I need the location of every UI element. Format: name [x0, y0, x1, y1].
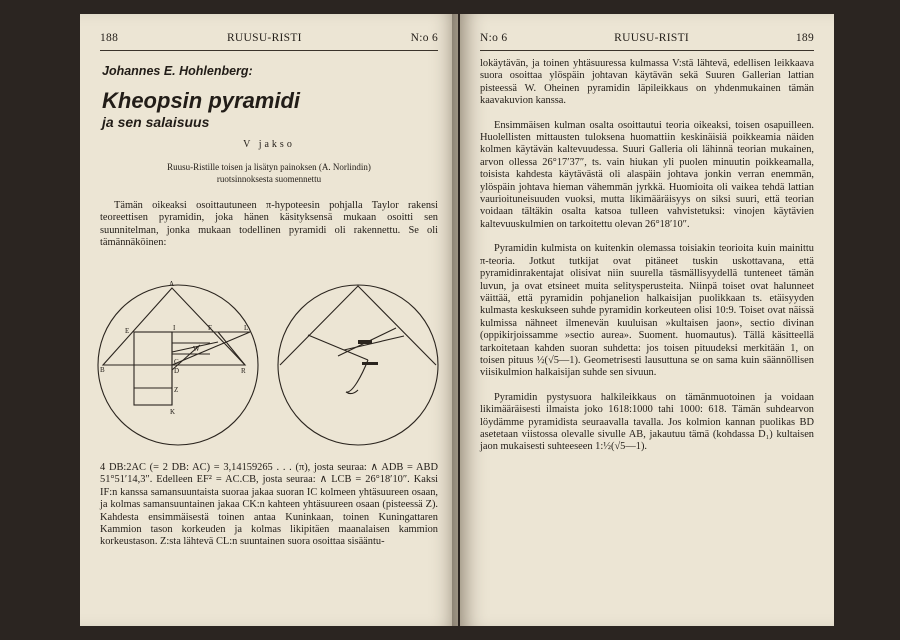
right-page [460, 14, 834, 626]
left-page [80, 14, 458, 626]
label-w: W [193, 345, 200, 353]
right-paragraph-1: lokäytävän, ja toinen yhtäsuuressa kulmassa V:stä lähtevä, edellisen leikkaava suora osoittaa ylöspäin johtavan käytävän sekä Suuren Gallerian lattian pisteessä W. Oheinen pyramidin läpileikkaus on yhdenmukainen tämän kaavakuvion kanssa. [480, 58, 814, 107]
right-header-rule [480, 50, 814, 51]
credit-line-1: Ruusu-Ristille toisen ja lisätyn painoksen (A. Norlindin) [167, 162, 371, 172]
label-f: F [208, 324, 212, 332]
after-diagram-paragraph: 4 DB:2AC (= 2 DB: AC) = 3,14159265 . . . (π), josta seuraa: ∧ ADB = ABD 51°51′14,3″. Edelleen EF² = AC.CB, josta seuraa: ∧ LCB = 26°18′10″. Kaksi IF:n kanssa samansuuntaista suoraa jakaa suoran IC kolmeen yhtäsuureen osaan, ja kolmas samansuuntainen jakaa CK:n kahteen yhtäsuureen osaan (pisteessä Z). Kahdesta ensimmäisestä toinen antaa Kuninkaan, toinen Kuningattaren Kammion tason korkeuden ja kolmas likipitäen maanalaisen kammion korkeustason. Z:sta lähtevä CL:n suuntainen suora osoittaa sisääntu- [100, 462, 438, 548]
article-subtitle: ja sen salaisuus [102, 114, 210, 130]
label-b: B [100, 366, 105, 374]
rectangle-box [134, 332, 172, 405]
left-running-title: RUUSU-RISTI [226, 32, 302, 44]
section-triangle [280, 286, 436, 365]
translation-credit [120, 162, 418, 185]
right-page-number: 189 [795, 32, 814, 44]
left-page-number: 188 [100, 32, 119, 44]
right-running-title: RUUSU-RISTI [614, 32, 690, 44]
left-running-head [100, 32, 438, 48]
right-body-text [480, 58, 814, 454]
right-paragraph-2: Ensimmäisen kulman osalta osoittautui teoria oikeaksi, toisen osapuilleen. Huolellisten mittausten tuloksena huomattiin keskinäisiä poikkeamia näiden kolmen käytävän kaltevuudessa. Suuri Galleria oli lähinnä teorian mukainen, arvon ollessa 26°17′37″, ts. vain hiukan yli puolen minuutin poikkeamalla, toisista kahdesta käytävästä oli alaspäin johtava jonkin verran enemmän, ylöspäin johtava hieman vähemmän jyrkkä. Huomioita oli vaikea tehdä lattian vaurioituneisuuden vuoksi, mutta likimääräisyys on siksi suuri, että teorian voidaan tältäkin osalta katsoa tulleen vahvistetuksi: vinojen käytävien kaltevuuskulmien on tarkoitettu olevan 26°18′10″. [480, 119, 814, 230]
intro-paragraph-block [100, 200, 438, 250]
label-z: Z [174, 386, 179, 394]
right-running-head [480, 32, 814, 48]
line-fb [218, 332, 245, 365]
label-c: C [174, 358, 179, 366]
right-paragraph-4: Pyramidin pystysuora halkileikkaus on tämänmuotoinen ja voidaan likimääräisesti ilmaista joko 1618:1000 tahi 1000: 618. Tämän suhdearvon löydämme pyramidista seuraavalla tavalla. Jos kolmion kannan puolikas BD asetetaan viistossa olevalle sivulle AB, jakautuu tämä (kohdassa D₁) kultaisen jaon mukaisesti suhteeseen 1:½(√5—1). [480, 391, 814, 453]
left-issue-number: N:o 6 [410, 32, 438, 44]
label-k: K [170, 408, 176, 416]
label-l: L [244, 324, 249, 332]
article-part: V jakso [243, 139, 295, 150]
label-r: R [241, 367, 246, 375]
article-title: Kheopsin pyramidi [102, 88, 301, 113]
right-issue-number: N:o 6 [480, 32, 508, 44]
after-diagram-block [100, 462, 438, 549]
label-a: A [169, 280, 175, 288]
subterranean-path [346, 360, 368, 394]
queens-chamber [362, 362, 378, 365]
label-i: I [173, 324, 176, 332]
left-header-rule [100, 50, 438, 51]
pyramid-diagrams [100, 280, 438, 450]
pyramid-section-diagram [278, 285, 438, 445]
article-author: Johannes E. Hohlenberg: [102, 64, 253, 78]
descending-passage [308, 335, 368, 360]
credit-line-2: ruotsinnoksesta suomennettu [216, 173, 322, 184]
intro-paragraph: Tämän oikeaksi osoittautuneen π-hypoteesin pohjalla Taylor rakensi teoreettisen pyramidin, joka hänen käsityksensä mukaan osoitti sen suunnitelman, jonka mukaan todellinen pyramidi oli rakennettu. Se oli tämännäköinen: [100, 200, 438, 249]
right-circle [278, 285, 438, 445]
label-e: E [125, 327, 130, 335]
label-d: D [174, 367, 180, 375]
kings-chamber [358, 340, 372, 344]
right-paragraph-3: Pyramidin kulmista on kuitenkin olemassa toisiakin teorioita kuin mainittu π-teoria. Jotkut tutkijat ovat pitäneet tuskin uskottavana, että pyramidinrakentajat olisivat niin suurella täsmällisyydellä tunteneet tämän luvun, ja ovat etsineet muita selitysperusteita. Niinpä toiset ovat halunneet väittää, että pyramidin pohjanelion halkaisijan puolikkaan ts. etäisyyden kulmasta keskukseen suhde pyramidin korkeuteen olisi 10:9. Toiset ovat näissä kulmissa nähneet ilmenevän kuuluisan »kultaisen jaon», sectio divinan (oppikirjoissamme »sectio aurea». Suoment. huomautus). Tällä käsitteellä tarkoitetaan kahden suoran suhdetta: jos toisen pituudeksi merkitään 1, on toisen pituus ½(√5—1). Geometrisesti lausuttuna se on sama kuin säännöllisen viisikulmion halkaisijan suhde sen sivuun. [480, 243, 814, 379]
